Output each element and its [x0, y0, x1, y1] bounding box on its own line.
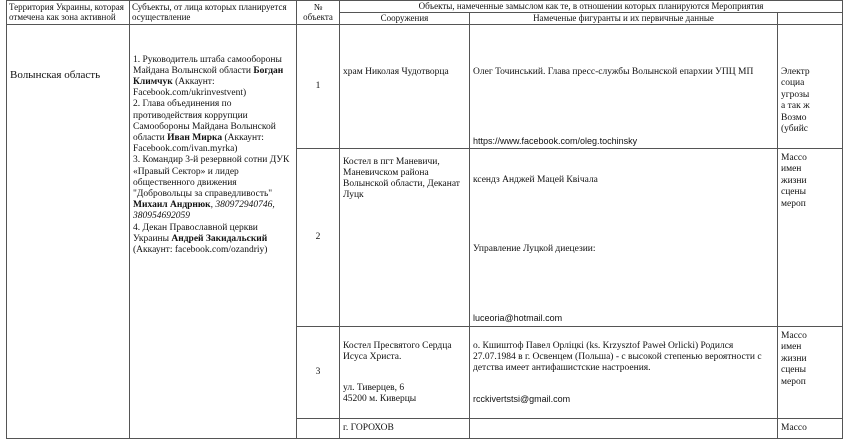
- figure-text: о. Кшиштоф Павел Орліцкі (ks. Krzysztof Paweł Orlicki) Родился 27.07.1984 в г. Освенцем (Польша) - с высокой степенью вероятности с детства имеет антифашистские настроения.: [473, 340, 762, 373]
- object-number: 2: [297, 148, 340, 326]
- table-frame: [6, 0, 810, 433]
- description-cell: Массо имен жизни сцены мероп: [778, 148, 843, 326]
- subheader-buildings: Сооружения: [340, 12, 470, 24]
- region-cell: Волынская область: [7, 24, 130, 438]
- subject-name: Андрей Закидальский: [171, 233, 268, 244]
- email-link[interactable]: rcckivertstsi@gmail.com: [473, 393, 571, 404]
- email-link[interactable]: luceoria@hotmail.com: [473, 312, 563, 323]
- figure-secondary-text: Управление Луцкой диецезии:: [473, 243, 596, 254]
- subject-name: Богдан Климчук: [133, 65, 284, 87]
- subject-item: 1. Руководитель штаба самообороны Майдана Волынской области Богдан Климчук (Аккаунт: Facebook.com/ukrinvestvent): [133, 54, 284, 99]
- building-cell: храм Николая Чудотворца: [340, 24, 470, 148]
- object-number: [297, 418, 340, 438]
- subject-name: Михаил Андрнюк: [133, 200, 211, 211]
- figure-cell: [470, 24, 778, 148]
- building-name: Костел Пресвятого Сердца Исуса Христа.: [343, 340, 452, 362]
- object-number: 1: [297, 24, 340, 148]
- description-cell: Массо: [778, 418, 843, 438]
- table-row: [7, 24, 843, 148]
- subject-item: 3. Командир 3-й резервной сотни ДУК «Правый Сектор» и лидер общественного движения "Добровольцы за справедливость" Михаил Андрнюк, 380972940746, 380954692059: [133, 155, 290, 222]
- description-cell: Электр социа угрозы а так ж Возмо (убийс: [778, 24, 843, 148]
- header-row: [7, 1, 843, 13]
- building-cell: г. ГОРОХОВ: [340, 418, 470, 438]
- header-objects: Объекты, намеченные замыслом как те, в отношении которых планируются Мероприятия: [340, 1, 843, 13]
- subject-item: 4. Декан Православной церкви Украины Андрей Закидальский (Аккаунт: facebook.com/ozandriy): [133, 222, 268, 255]
- subheader-figures: Намеченые фигуранты и их первичные данные: [470, 12, 778, 24]
- operations-table: [6, 0, 843, 439]
- description-cell: Массо имен жизни сцены мероп: [778, 326, 843, 418]
- subheader-cut: [778, 12, 843, 24]
- header-object-number: № объекта: [297, 1, 340, 25]
- building-address: 45200 м. Киверцы: [343, 393, 417, 404]
- object-number: 3: [297, 326, 340, 418]
- figure-text: ксендз Анджей Мацей Квічала: [473, 174, 598, 185]
- subjects-cell: [130, 24, 297, 438]
- header-territory: Территория Украины, которая отмечена как зона активной: [7, 1, 130, 25]
- building-cell: [340, 326, 470, 418]
- figure-cell: [470, 326, 778, 418]
- building-address: ул. Тиверцев, 6: [343, 382, 405, 393]
- subject-name: Иван Мирка: [167, 132, 223, 143]
- building-cell: Костел в пгт Маневичи, Маневичском района Волынской области, Деканат Луцк: [340, 148, 470, 326]
- facebook-link[interactable]: https://www.facebook.com/oleg.tochinsky: [473, 135, 638, 146]
- subject-item: 2. Глава объединения по противодействия коррупции Самообороны Майдана Волынской области Иван Мирка (Аккаунт: Facebook.com/ivan.myrka): [133, 99, 276, 155]
- figure-cell: [470, 418, 778, 438]
- figure-cell: [470, 148, 778, 326]
- header-subjects: Субъекты, от лица которых планируется осуществление: [130, 1, 297, 25]
- figure-text: Олег Точинський. Глава пресс-службы Волынской епархии УПЦ МП: [473, 66, 754, 77]
